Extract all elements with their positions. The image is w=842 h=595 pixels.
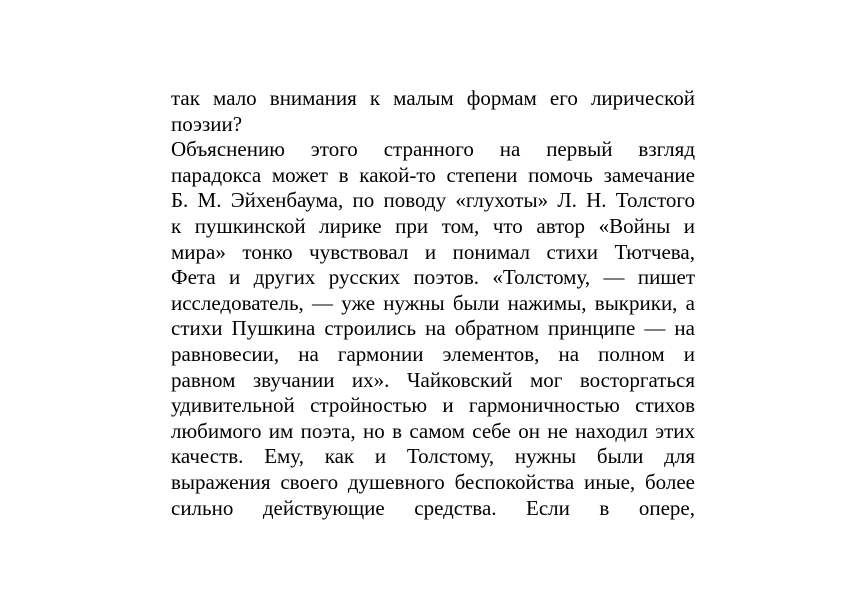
body-text — [171, 86, 695, 521]
text-line: поэзии? — [171, 111, 243, 136]
text-line: равном звучании их». Чайковский мог восторгаться — [171, 367, 695, 392]
text-line: выражения своего душевного беспокойства иные, более — [171, 469, 695, 494]
text-line: к пушкинской лирике при том, что автор «Войны и — [171, 213, 695, 238]
text-line: Объяснению этого странного на первый взгляд — [171, 137, 695, 162]
text-line: так мало внимания к малым формам его лирической — [171, 86, 695, 110]
text-line: удивительной стройностью и гармоничностью стихов — [171, 393, 695, 418]
text-line: исследователь, — уже нужны были нажимы, выкрики, а — [171, 290, 695, 315]
text-line: качеств. Ему, как и Толстому, нужны были для — [171, 444, 695, 469]
text-line: равновесии, на гармонии элементов, на полном и — [171, 341, 695, 366]
text-line: сильно действующие средства. Если в опере, — [171, 495, 695, 520]
text-line: мира» тонко чувствовал и понимал стихи Тютчева, — [171, 239, 695, 264]
text-line: стихи Пушкина строились на обратном принципе — на — [171, 316, 695, 341]
text-line: Б. М. Эйхенбаума, по поводу «глухоты» Л. Н. Толстого — [171, 188, 695, 213]
text-line: парадокса может в какой-то степени помочь замечание — [171, 162, 695, 187]
text-line: Фета и других русских поэтов. «Толстому, — пишет — [171, 265, 695, 290]
text-line: любимого им поэта, но в самом себе он не находил этих — [171, 418, 695, 443]
